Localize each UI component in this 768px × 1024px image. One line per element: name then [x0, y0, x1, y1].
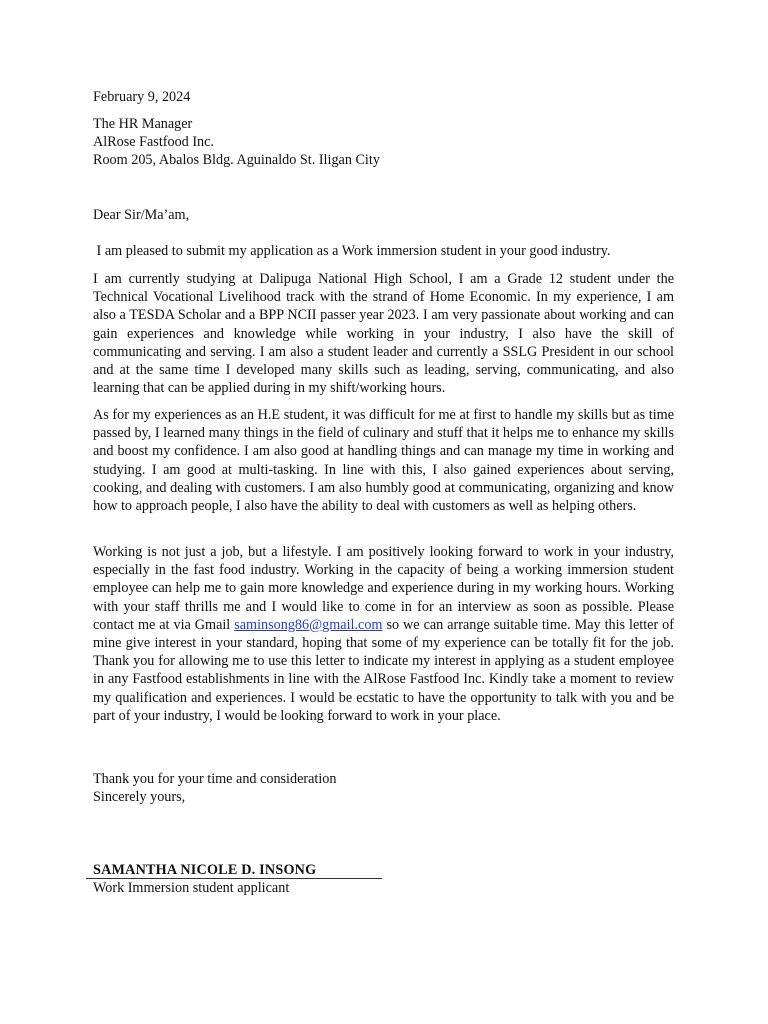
paragraph-text-after-email: so we can arrange suitable time. May this letter of mine give interest in your standard, hoping that some of my experience can be totally fit for the job. Thank you for allowing me to use this letter to indicate my interest in applying as a student employee in any Fastfood establishments in line with the AlRose Fastfood Inc. Kindly take a moment to review my qualification and experiences. I would be ecstatic to have the opportunity to talk with you and be part of your industry, I would be looking forward to work in your place. — [93, 616, 675, 724]
recipient-company: AlRose Fastfood Inc. — [93, 134, 214, 150]
closing-sincerely: Sincerely yours, — [93, 789, 186, 805]
salutation: Dear Sir/Ma’am, — [93, 207, 190, 223]
signature-title: Work Immersion student applicant — [93, 880, 290, 896]
paragraph-intro: I am pleased to submit my application as a Work immersion student in your good industry. — [93, 243, 611, 259]
closing-thanks: Thank you for your time and consideration — [93, 771, 337, 787]
email-link[interactable]: saminsong86@gmail.com — [234, 616, 383, 633]
paragraph-closing-body — [93, 543, 674, 725]
recipient-address: Room 205, Abalos Bldg. Aguinaldo St. Iligan City — [93, 152, 380, 168]
paragraph-text-before-email: Working is not just a job, but a lifestyle. I am positively looking forward to work in your industry, especially in the fast food industry. Working in the capacity of being a working immersion student employee can help me to gain more knowledge and experience during in my working hours. Working with your staff thrills me and I would like to come in for an interview as soon as possible. Please contact me at via Gmail — [93, 544, 674, 633]
signature-name: SAMANTHA NICOLE D. INSONG — [93, 862, 317, 878]
paragraph-experience: As for my experiences as an H.E student, it was difficult for me at first to handle my skills but as time passed by, I learned many things in the field of culinary and stuff that it helps me to enhance my skills and boost my confidence. I am also good at handling things and can manage my time in working and studying. I am good at multi-tasking. In line with this, I also gained experiences about serving, cooking, and dealing with customers. I am also humbly good at communicating, organizing and know how to approach people, I also have the ability to deal with customers as well as helping others. — [93, 407, 674, 515]
paragraph-education: I am currently studying at Dalipuga National High School, I am a Grade 12 student under the Technical Vocational Livelihood track with the strand of Home Economic. In my experience, I am also a TESDA Scholar and a BPP NCII passer year 2023. I am very passionate about working and can gain experiences and knowledge while working in your industry, I also have the skill of communicating and serving. I am also a student leader and currently a SSLG President in our school and at the same time I developed many skills such as leading, serving, communicating, and also learning that can be applied during in my shift/working hours. — [93, 271, 674, 397]
recipient-title: The HR Manager — [93, 116, 193, 132]
letter-date: February 9, 2024 — [93, 89, 191, 105]
